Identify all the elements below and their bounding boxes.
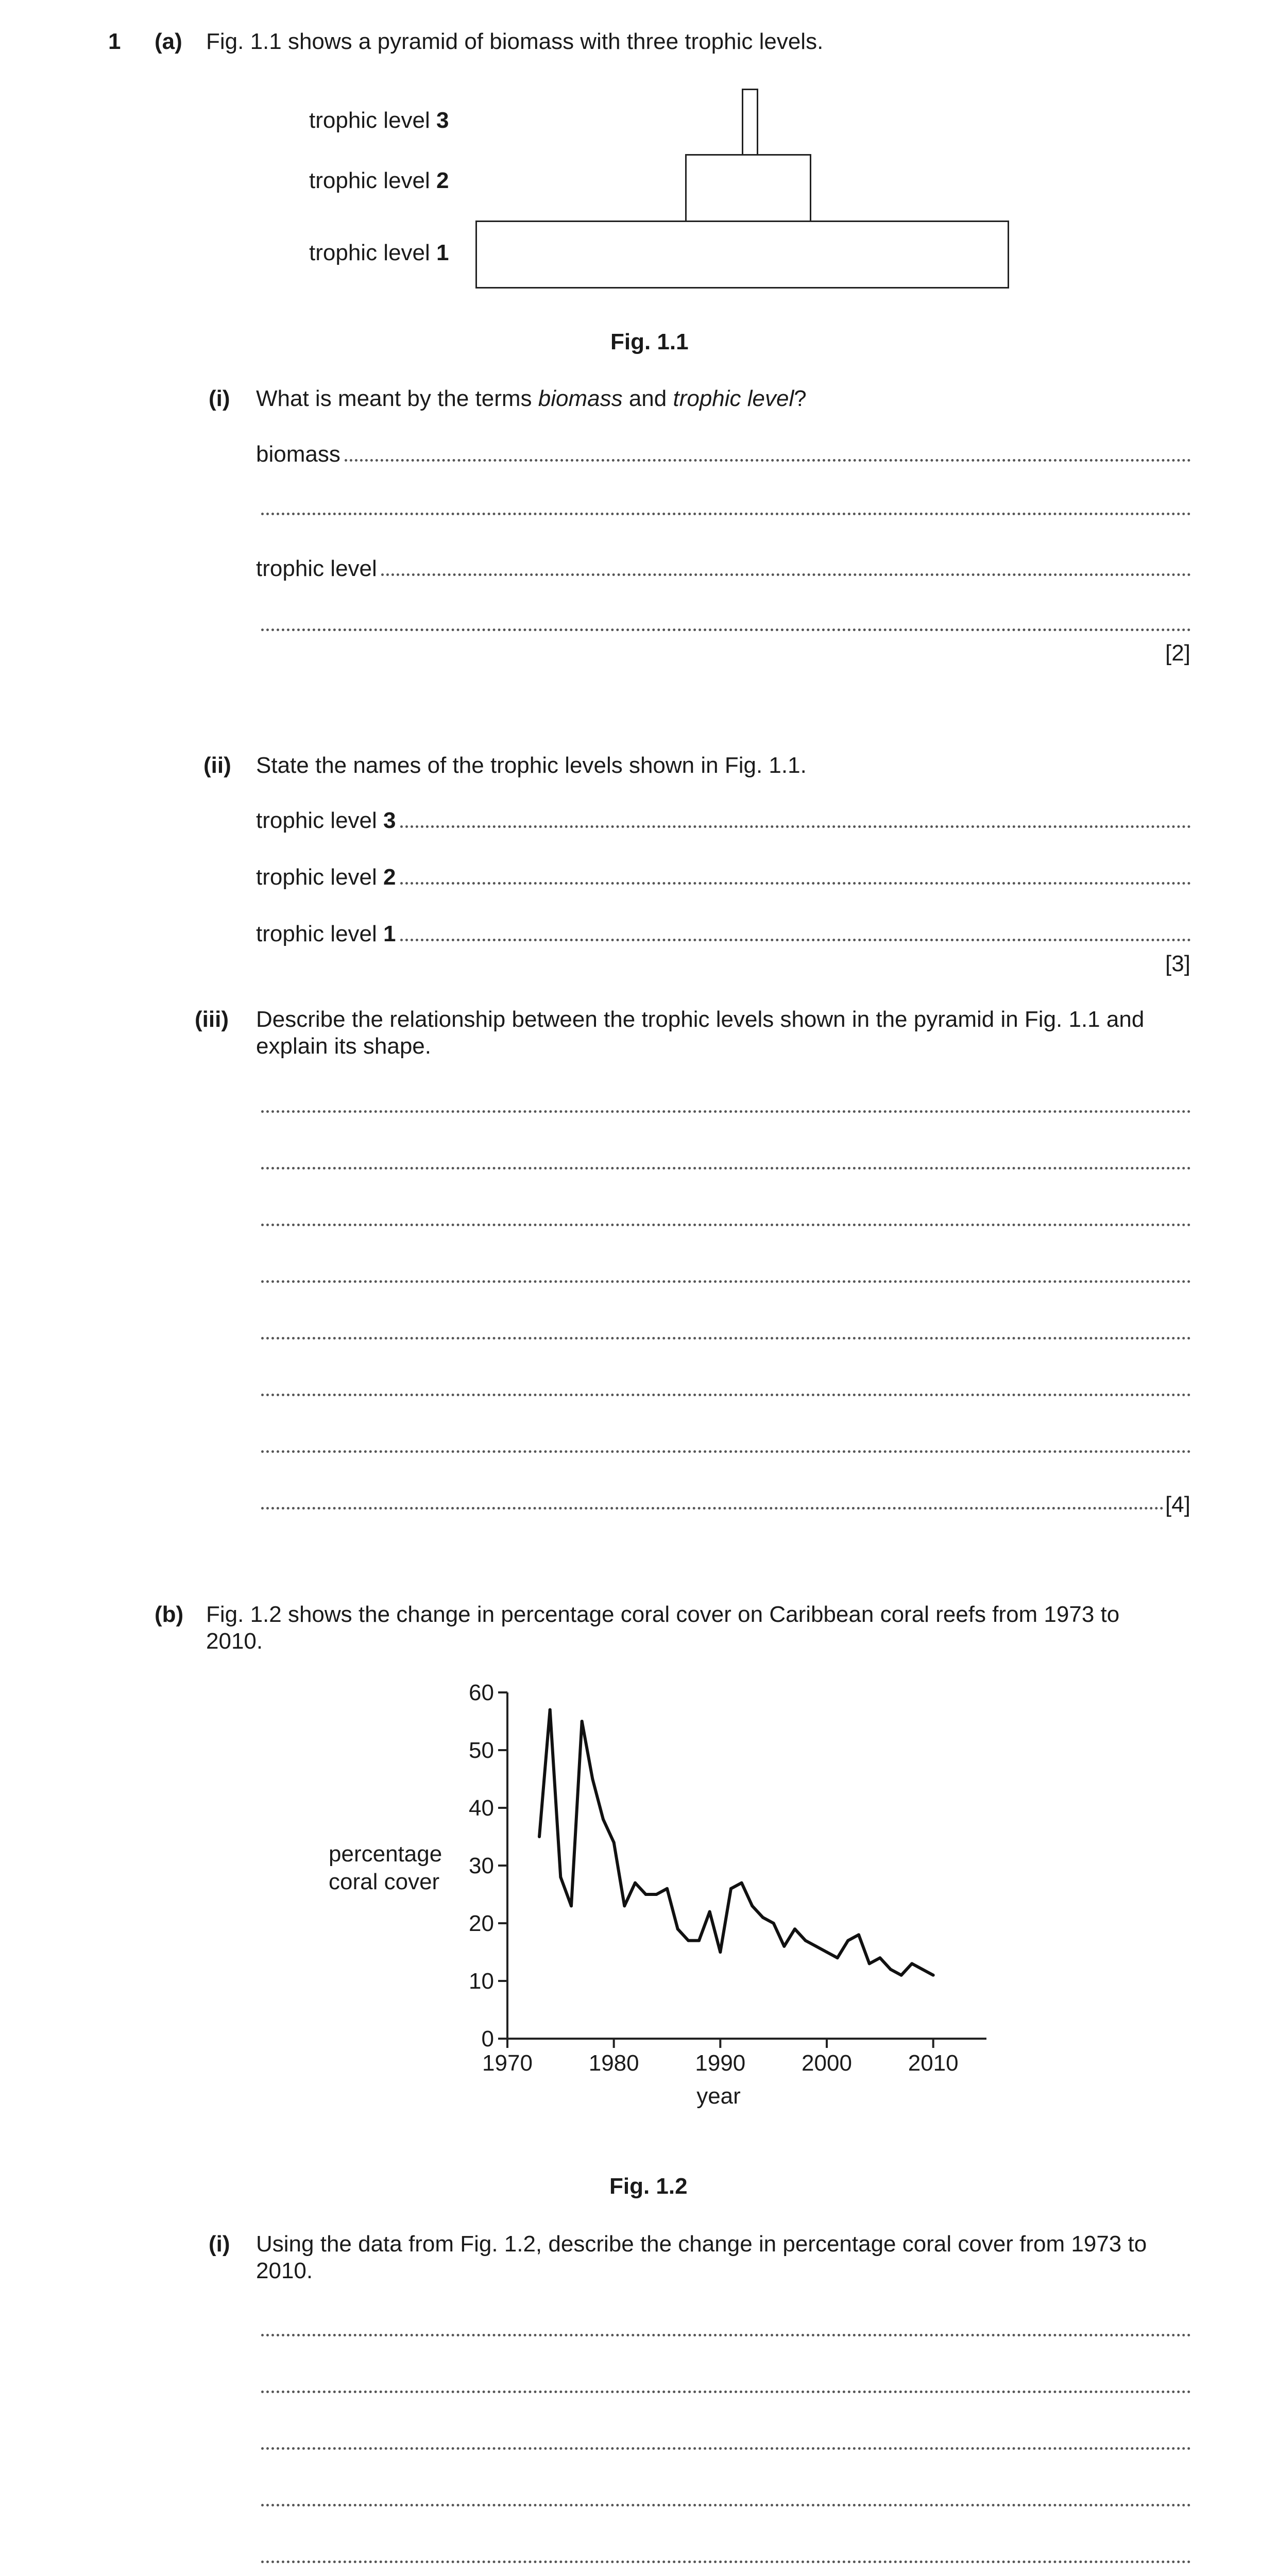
x-tick-label: 1970 [482, 2050, 533, 2076]
part-a-iii-prompt-2: explain its shape. [256, 1033, 431, 1059]
data-point [910, 1962, 913, 1965]
part-b-i-prompt-1: Using the data from Fig. 1.2, describe the change in percentage coral cover from 1973 to [256, 2231, 1147, 2257]
series-line [539, 1710, 933, 1975]
data-point [793, 1927, 796, 1930]
part-a-letter: (a) [155, 29, 182, 54]
answer-label-tl2: trophic level 2 [256, 865, 396, 890]
data-point [612, 1841, 616, 1844]
data-point [846, 1939, 849, 1942]
data-point [740, 1882, 743, 1885]
question-number: 1 [108, 29, 121, 54]
x-tick-label: 2000 [802, 2050, 852, 2076]
part-b-intro-1: Fig. 1.2 shows the change in percentage coral cover on Caribbean coral reefs from 1973 to [206, 1602, 1120, 1627]
part-a-iii-prompt-1: Describe the relationship between the trophic levels shown in the pyramid in Fig. 1.1 and [256, 1007, 1145, 1032]
data-point [697, 1939, 701, 1942]
data-point [549, 1708, 552, 1711]
y-tick-label: 30 [469, 1853, 494, 1878]
x-tick-label: 1990 [695, 2050, 746, 2076]
data-point [644, 1893, 647, 1896]
part-a-ii-prompt: State the names of the trophic levels shown in Fig. 1.1. [256, 753, 807, 778]
marks-a-i: [2] [1165, 640, 1190, 666]
pyramid-label-1: trophic level 1 [309, 240, 449, 265]
data-point [857, 1933, 860, 1936]
data-point [634, 1882, 637, 1885]
pyramid-label-3: trophic level 3 [309, 108, 449, 133]
data-point [814, 1945, 817, 1948]
part-b-letter: (b) [155, 1602, 184, 1627]
data-point [772, 1922, 775, 1925]
chart-ylabel-2: coral cover [329, 1869, 440, 1894]
part-a-i-prompt: What is meant by the terms biomass and trophic level? [256, 386, 807, 411]
answer-label-tl3: trophic level 3 [256, 808, 396, 833]
data-point [666, 1887, 669, 1890]
part-a-i-num: (i) [209, 386, 230, 411]
fig-1-2-caption: Fig. 1.2 [609, 2174, 688, 2199]
marks-a-ii: [3] [1165, 951, 1190, 976]
y-tick-label: 50 [469, 1738, 494, 1763]
data-point [900, 1974, 903, 1977]
answer-line[interactable] [261, 2447, 1191, 2450]
chart-ylabel-1: percentage [329, 1841, 442, 1867]
data-point [655, 1893, 658, 1896]
data-point [868, 1962, 871, 1965]
data-point [559, 1875, 562, 1878]
data-point [889, 1968, 892, 1971]
y-tick-label: 60 [469, 1680, 494, 1705]
data-point [676, 1927, 679, 1930]
part-b-i-num: (i) [209, 2231, 230, 2257]
x-tick-label: 2010 [908, 2050, 959, 2076]
data-point [623, 1904, 626, 1907]
data-point [782, 1945, 786, 1948]
answer-line[interactable] [261, 2391, 1191, 2393]
data-point [729, 1887, 732, 1890]
part-b-i-prompt-2: 2010. [256, 2258, 313, 2283]
x-axis-label: year [696, 2083, 741, 2109]
answer-label-biomass: biomass [256, 442, 340, 467]
part-a-iii-num: (iii) [195, 1007, 229, 1032]
data-point [921, 1968, 924, 1971]
data-point [825, 1951, 828, 1954]
data-point [804, 1939, 807, 1942]
y-tick-label: 20 [469, 1911, 494, 1936]
data-point [878, 1956, 881, 1959]
part-a-intro: Fig. 1.1 shows a pyramid of biomass with three trophic levels. [206, 29, 824, 54]
data-point [591, 1777, 594, 1781]
answer-label-tl1: trophic level 1 [256, 921, 396, 946]
part-a-ii-num: (ii) [203, 753, 231, 778]
fig-1-1-caption: Fig. 1.1 [610, 329, 689, 354]
data-point [719, 1951, 722, 1954]
y-tick-label: 10 [469, 1969, 494, 1994]
data-point [687, 1939, 690, 1942]
answer-label-trophic-level: trophic level [256, 556, 377, 581]
data-point [538, 1835, 541, 1838]
data-point [761, 1916, 764, 1919]
marks-a-iii: [4] [1165, 1492, 1190, 1517]
data-point [581, 1720, 584, 1723]
data-point [708, 1910, 711, 1913]
data-point [602, 1818, 605, 1821]
y-tick-label: 40 [469, 1795, 494, 1821]
answer-line[interactable] [261, 2334, 1191, 2336]
data-point [932, 1974, 935, 1977]
data-point [751, 1904, 754, 1907]
y-tick-label: 0 [481, 2026, 494, 2052]
answer-line[interactable] [261, 2504, 1191, 2506]
answer-line[interactable] [261, 2561, 1191, 2563]
data-point [570, 1904, 573, 1907]
x-tick-label: 1980 [588, 2050, 639, 2076]
part-b-intro-2: 2010. [206, 1629, 263, 1654]
pyramid-label-2: trophic level 2 [309, 168, 449, 193]
data-point [836, 1956, 839, 1959]
